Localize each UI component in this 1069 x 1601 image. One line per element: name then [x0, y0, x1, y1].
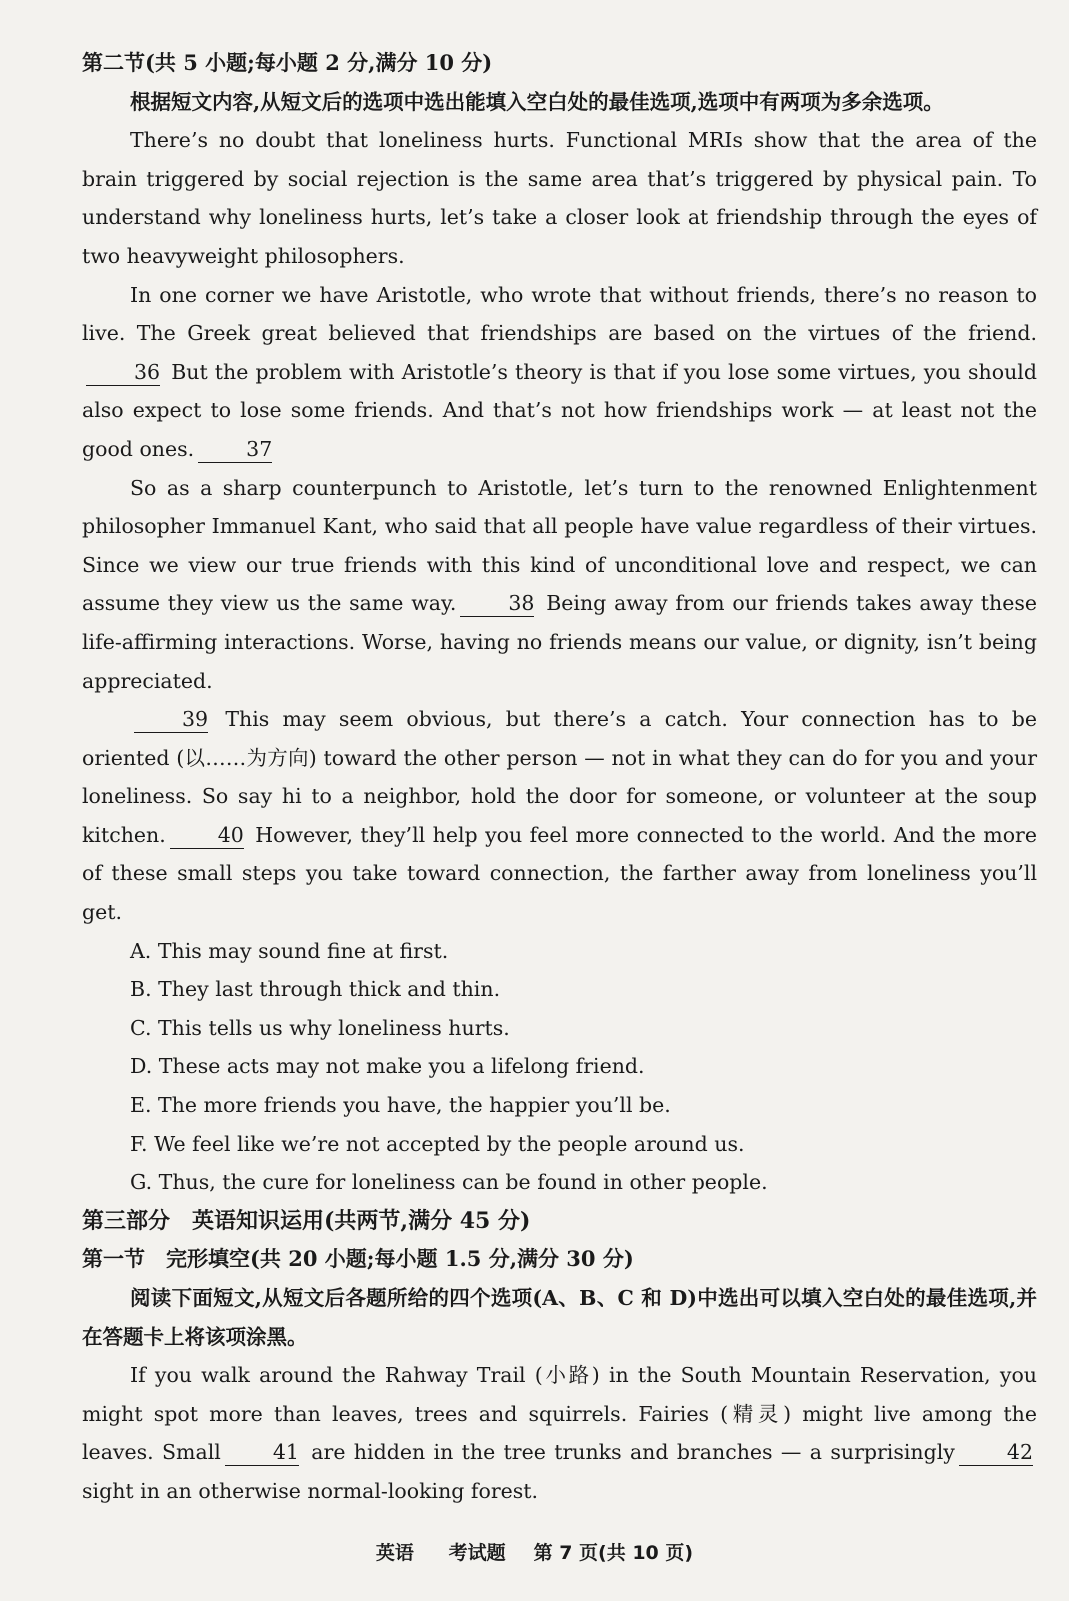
- option-d: D. These acts may not make you a lifelong friend.: [130, 1054, 645, 1079]
- paragraph-2-text-a: In one corner we have Aristotle, who wrote that without friends, there’s no reason to live. The Greek great believed that friendships are based on the virtues of the friend.: [82, 282, 1037, 346]
- part-3-section-1-heading: 第一节 完形填空(共 20 小题;每小题 1.5 分,满分 30 分): [82, 1246, 634, 1272]
- options-list: [82, 932, 1037, 1202]
- option-g: G. Thus, the cure for loneliness can be found in other people.: [130, 1170, 768, 1195]
- blank-39: 39: [134, 706, 208, 733]
- exam-page: [82, 44, 1037, 1511]
- section-2-instruction: 根据短文内容,从短文后的选项中选出能填入空白处的最佳选项,选项中有两项为多余选项。: [130, 89, 944, 114]
- option-c: C. This tells us why loneliness hurts.: [130, 1015, 510, 1040]
- footer-subject: 英语: [375, 1542, 414, 1564]
- blank-37: 37: [198, 436, 272, 463]
- footer-paper: 考试题: [448, 1542, 506, 1564]
- blank-41: 41: [225, 1439, 299, 1466]
- paragraph-4-text-b: However, they’ll help you feel more connected to the world. And the more of these small steps you take toward connection, the farther away from loneliness you’ll get.: [82, 822, 1037, 925]
- paragraph-3-text-a: So as a sharp counterpunch to Aristotle, let’s turn to the renowned Enlightenment philosopher Immanuel Kant, who said that all people have value regardless of their virtues. Since we view our true friends with this kind of unconditional love and respect, we can assume they view us the same way.: [82, 475, 1037, 616]
- passage-paragraph-4: [82, 700, 1037, 932]
- option-a: A. This may sound fine at first.: [130, 938, 449, 963]
- blank-42: 42: [959, 1439, 1033, 1466]
- passage-paragraph-1: There’s no doubt that loneliness hurts. Functional MRIs show that the area of the brain triggered by social rejection is the same area that’s triggered by physical pain. To understand why loneliness hurts, let’s take a closer look at friendship through the eyes of two heavyweight philosophers.: [82, 128, 1037, 268]
- part-3-instruction: 阅读下面短文,从短文后各题所给的四个选项(A、B、C 和 D)中选出可以填入空白处的最佳选项,并在答题卡上将该项涂黑。: [82, 1286, 1037, 1349]
- blank-36: 36: [86, 359, 160, 386]
- cloze-paragraph-1: [82, 1356, 1037, 1510]
- option-b: B. They last through thick and thin.: [130, 977, 501, 1002]
- cloze-text-c: sight in an otherwise normal-looking forest.: [82, 1478, 539, 1503]
- option-f: F. We feel like we’re not accepted by the people around us.: [130, 1131, 745, 1156]
- page-footer: [0, 1538, 1069, 1565]
- paragraph-3-text-b: Being away from our friends takes away these life-affirming interactions. Worse, having no friends means our value, or dignity, isn’t being appreciated.: [82, 591, 1037, 693]
- section-2-heading: 第二节(共 5 小题;每小题 2 分,满分 10 分): [82, 50, 493, 75]
- blank-40: 40: [170, 822, 244, 849]
- paragraph-4-text-a: This may seem obvious, but there’s a catch. Your connection has to be oriented (以……为方向) toward the other person — not in what they can do for you and your loneliness. So say hi to a neighbor, hold the door for someone, or volunteer at the soup kitchen.: [82, 707, 1037, 847]
- cloze-text-a: If you walk around the Rahway Trail (小路) in the South Mountain Reservation, you might spot more than leaves, trees and squirrels. Fairies (精灵) might live among the leaves. Small: [82, 1363, 1037, 1465]
- passage-paragraph-2: [82, 276, 1037, 469]
- blank-38: 38: [460, 590, 534, 617]
- part-3-heading: 第三部分 英语知识运用(共两节,满分 45 分): [82, 1207, 531, 1234]
- option-e: E. The more friends you have, the happier you’ll be.: [130, 1093, 671, 1118]
- passage-paragraph-3: [82, 469, 1037, 701]
- cloze-text-b: are hidden in the tree trunks and branches — a surprisingly: [311, 1440, 955, 1465]
- paragraph-2-text-b: But the problem with Aristotle’s theory is that if you lose some virtues, you should also expect to lose some friends. And that’s not how friendships work — at least not the good ones.: [82, 359, 1037, 461]
- footer-page-number: 第 7 页(共 10 页): [533, 1542, 694, 1564]
